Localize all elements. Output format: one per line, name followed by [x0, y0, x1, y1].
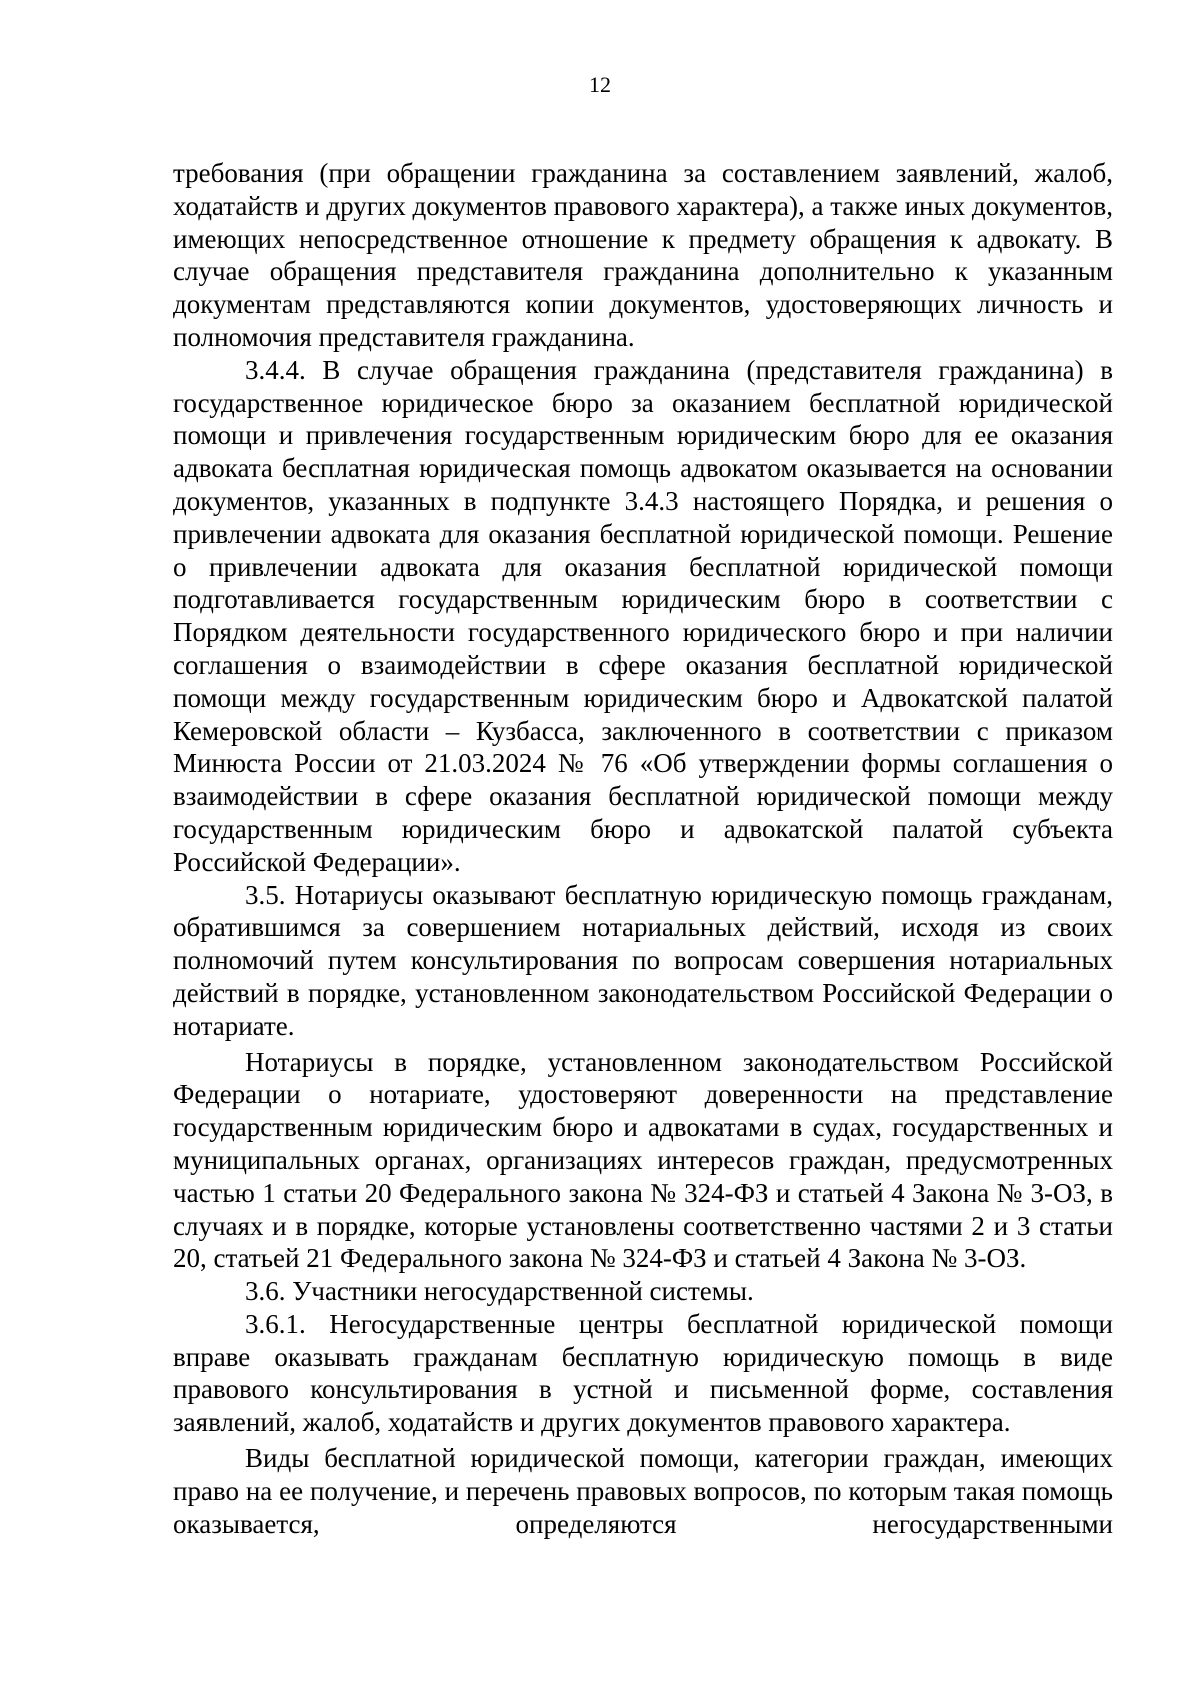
paragraph-types-of-help: Виды бесплатной юридической помощи, категории граждан, имеющих право на ее получение, и перечень правовых вопросов, по которым такая помощь оказывается, определяются негосударственными [173, 1443, 1113, 1539]
paragraph-3-6: 3.6. Участники негосударственной системы. [245, 1276, 754, 1307]
document-body [173, 157, 1113, 1540]
paragraph-continuation: требования (при обращении гражданина за составлением заявлений, жалоб, ходатайств и других документов правового характера), а также иных документов, имеющих непосредственное отношение к предмету обращения к адвокату. В случае обращения представителя гражданина дополнительно к указанным документам представляются копии документов, удостоверяющих личность и полномочия представителя гражданина. [173, 158, 1113, 352]
paragraph-notaries: Нотариусы в порядке, установленном законодательством Российской Федерации о нотариате, удостоверяют доверенности на представление государственным юридическим бюро и адвокатами в судах, государственных и муниципальных органах, организациях интересов граждан, предусмотренных частью 1 статьи 20 Федерального закона № 324-ФЗ и статьей 4 Закона № 3-ОЗ, в случаях и в порядке, которые установлены соответственно частями 2 и 3 статьи 20, статьей 21 Федерального закона № 324-ФЗ и статьей 4 Закона № 3-ОЗ. [173, 1046, 1113, 1274]
paragraph-3-4-4: 3.4.4. В случае обращения гражданина (представителя гражданина) в государственное юридическое бюро за оказанием бесплатной юридической помощи и привлечения государственным юридическим бюро для ее оказания адвоката бесплатная юридическая помощь адвокатом оказывается на основании документов, указанных в подпункте 3.4.3 настоящего Порядка, и решения о привлечении адвоката для оказания бесплатной юридической помощи. Решение о привлечении адвоката для оказания бесплатной юридической помощи подготавливается государственным юридическим бюро в соответствии с Порядком деятельности государственного юридического бюро и при наличии соглашения о взаимодействии в сфере оказания бесплатной юридической помощи между государственным юридическим бюро и Адвокатской палатой Кемеровской области – Кузбасса, заключенного в соответствии с приказом Минюста России от 21.03.2024 № 76 «Об утверждении формы соглашения о взаимодействии в сфере оказания бесплатной юридической помощи между государственным юридическим бюро и адвокатской палатой субъекта Российской Федерации». [173, 354, 1113, 877]
paragraph-3-5: 3.5. Нотариусы оказывают бесплатную юридическую помощь гражданам, обратившимся за совершением нотариальных действий, исходя из своих полномочий путем консультирования по вопросам совершения нотариальных действий в порядке, установленном законодательством Российской Федерации о нотариате. [173, 879, 1113, 1041]
paragraph-3-6-1: 3.6.1. Негосударственные центры бесплатной юридической помощи вправе оказывать гражданам бесплатную юридическую помощь в виде правового консультирования в устной и письменной форме, составления заявлений, жалоб, ходатайств и других документов правового характера. [173, 1308, 1113, 1438]
page-number: 12 [589, 72, 611, 97]
